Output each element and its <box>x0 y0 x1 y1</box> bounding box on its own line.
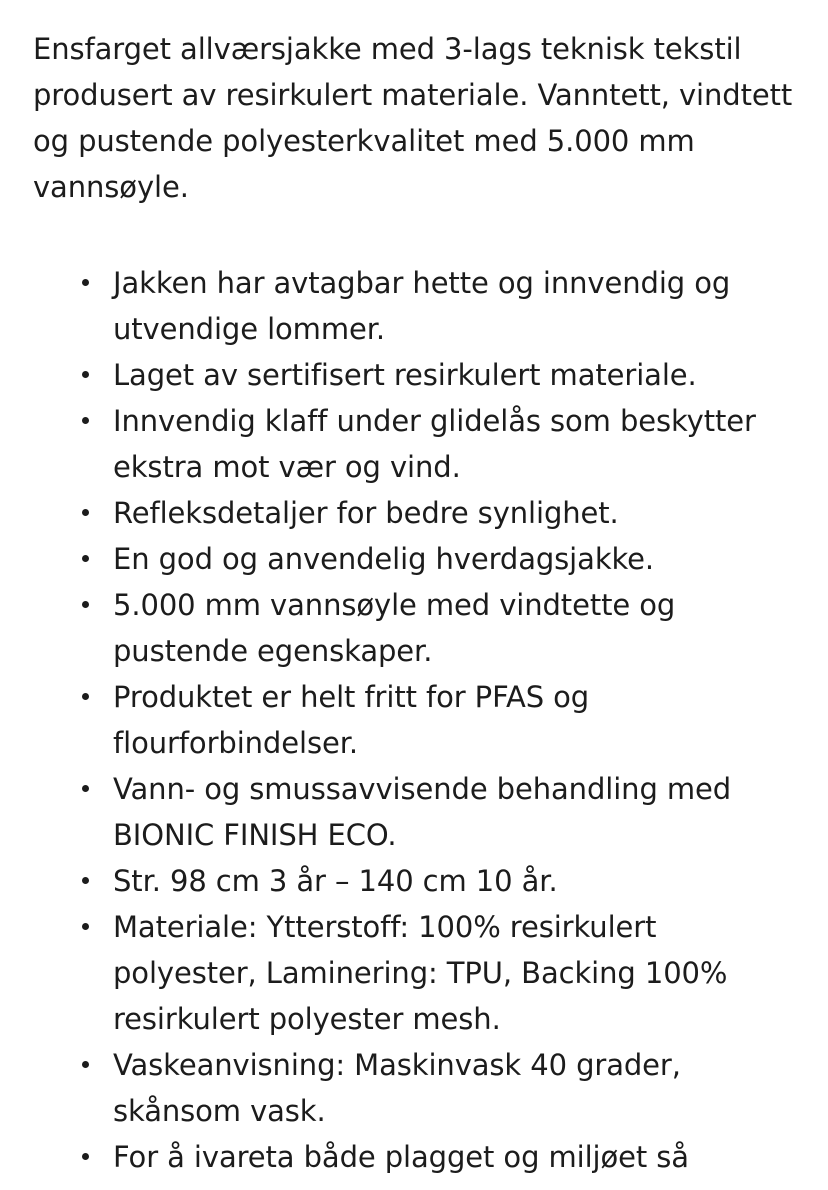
list-item <box>33 766 795 858</box>
list-item-label: Vaskeanvisning: Maskinvask 40 grader, skånsom vask. <box>113 1048 681 1128</box>
list-item <box>33 858 795 904</box>
list-item-label: For å ivareta både plagget og miljøet så <box>113 1140 689 1174</box>
feature-list <box>33 260 795 1180</box>
bullet-icon <box>82 1153 89 1160</box>
bullet-icon <box>82 877 89 884</box>
list-item <box>33 1042 795 1134</box>
bullet-icon <box>82 693 89 700</box>
list-item <box>33 352 795 398</box>
list-item-label: Vann- og smussavvisende behandling med BIONIC FINISH ECO. <box>113 772 732 852</box>
bullet-icon <box>82 417 89 424</box>
list-item <box>33 490 795 536</box>
list-item-label: Jakken har avtagbar hette og innvendig og utvendige lommer. <box>113 266 731 346</box>
list-item-label: Innvendig klaff under glidelås som beskytter ekstra mot vær og vind. <box>113 404 756 484</box>
list-item-label: Materiale: Ytterstoff: 100% resirkulert polyester, Laminering: TPU, Backing 100% resirkulert polyester mesh. <box>113 910 728 1036</box>
list-item-label: Produktet er helt fritt for PFAS og flourforbindelser. <box>113 680 590 760</box>
bullet-icon <box>82 555 89 562</box>
list-item <box>33 260 795 352</box>
list-item <box>33 398 795 490</box>
bullet-icon <box>82 601 89 608</box>
bullet-icon <box>82 923 89 930</box>
list-item-label: 5.000 mm vannsøyle med vindtette og pustende egenskaper. <box>113 588 676 668</box>
list-item-label: Laget av sertifisert resirkulert materiale. <box>113 358 697 392</box>
intro-paragraph: Ensfarget allværsjakke med 3-lags teknisk tekstil produsert av resirkulert materiale. Vanntett, vindtett og pustende polyesterkvalitet med 5.000 mm vannsøyle. <box>33 32 793 204</box>
list-item-label: Refleksdetaljer for bedre synlighet. <box>113 496 619 530</box>
bullet-icon <box>82 509 89 516</box>
bullet-icon <box>82 785 89 792</box>
list-item-label: En god og anvendelig hverdagsjakke. <box>113 542 655 576</box>
list-item <box>33 904 795 1042</box>
bullet-icon <box>82 279 89 286</box>
list-item <box>33 674 795 766</box>
list-item-label: Str. 98 cm 3 år – 140 cm 10 år. <box>113 864 558 898</box>
list-item <box>33 582 795 674</box>
list-item <box>33 536 795 582</box>
bullet-icon <box>82 1061 89 1068</box>
list-item <box>33 1134 795 1180</box>
bullet-icon <box>82 371 89 378</box>
